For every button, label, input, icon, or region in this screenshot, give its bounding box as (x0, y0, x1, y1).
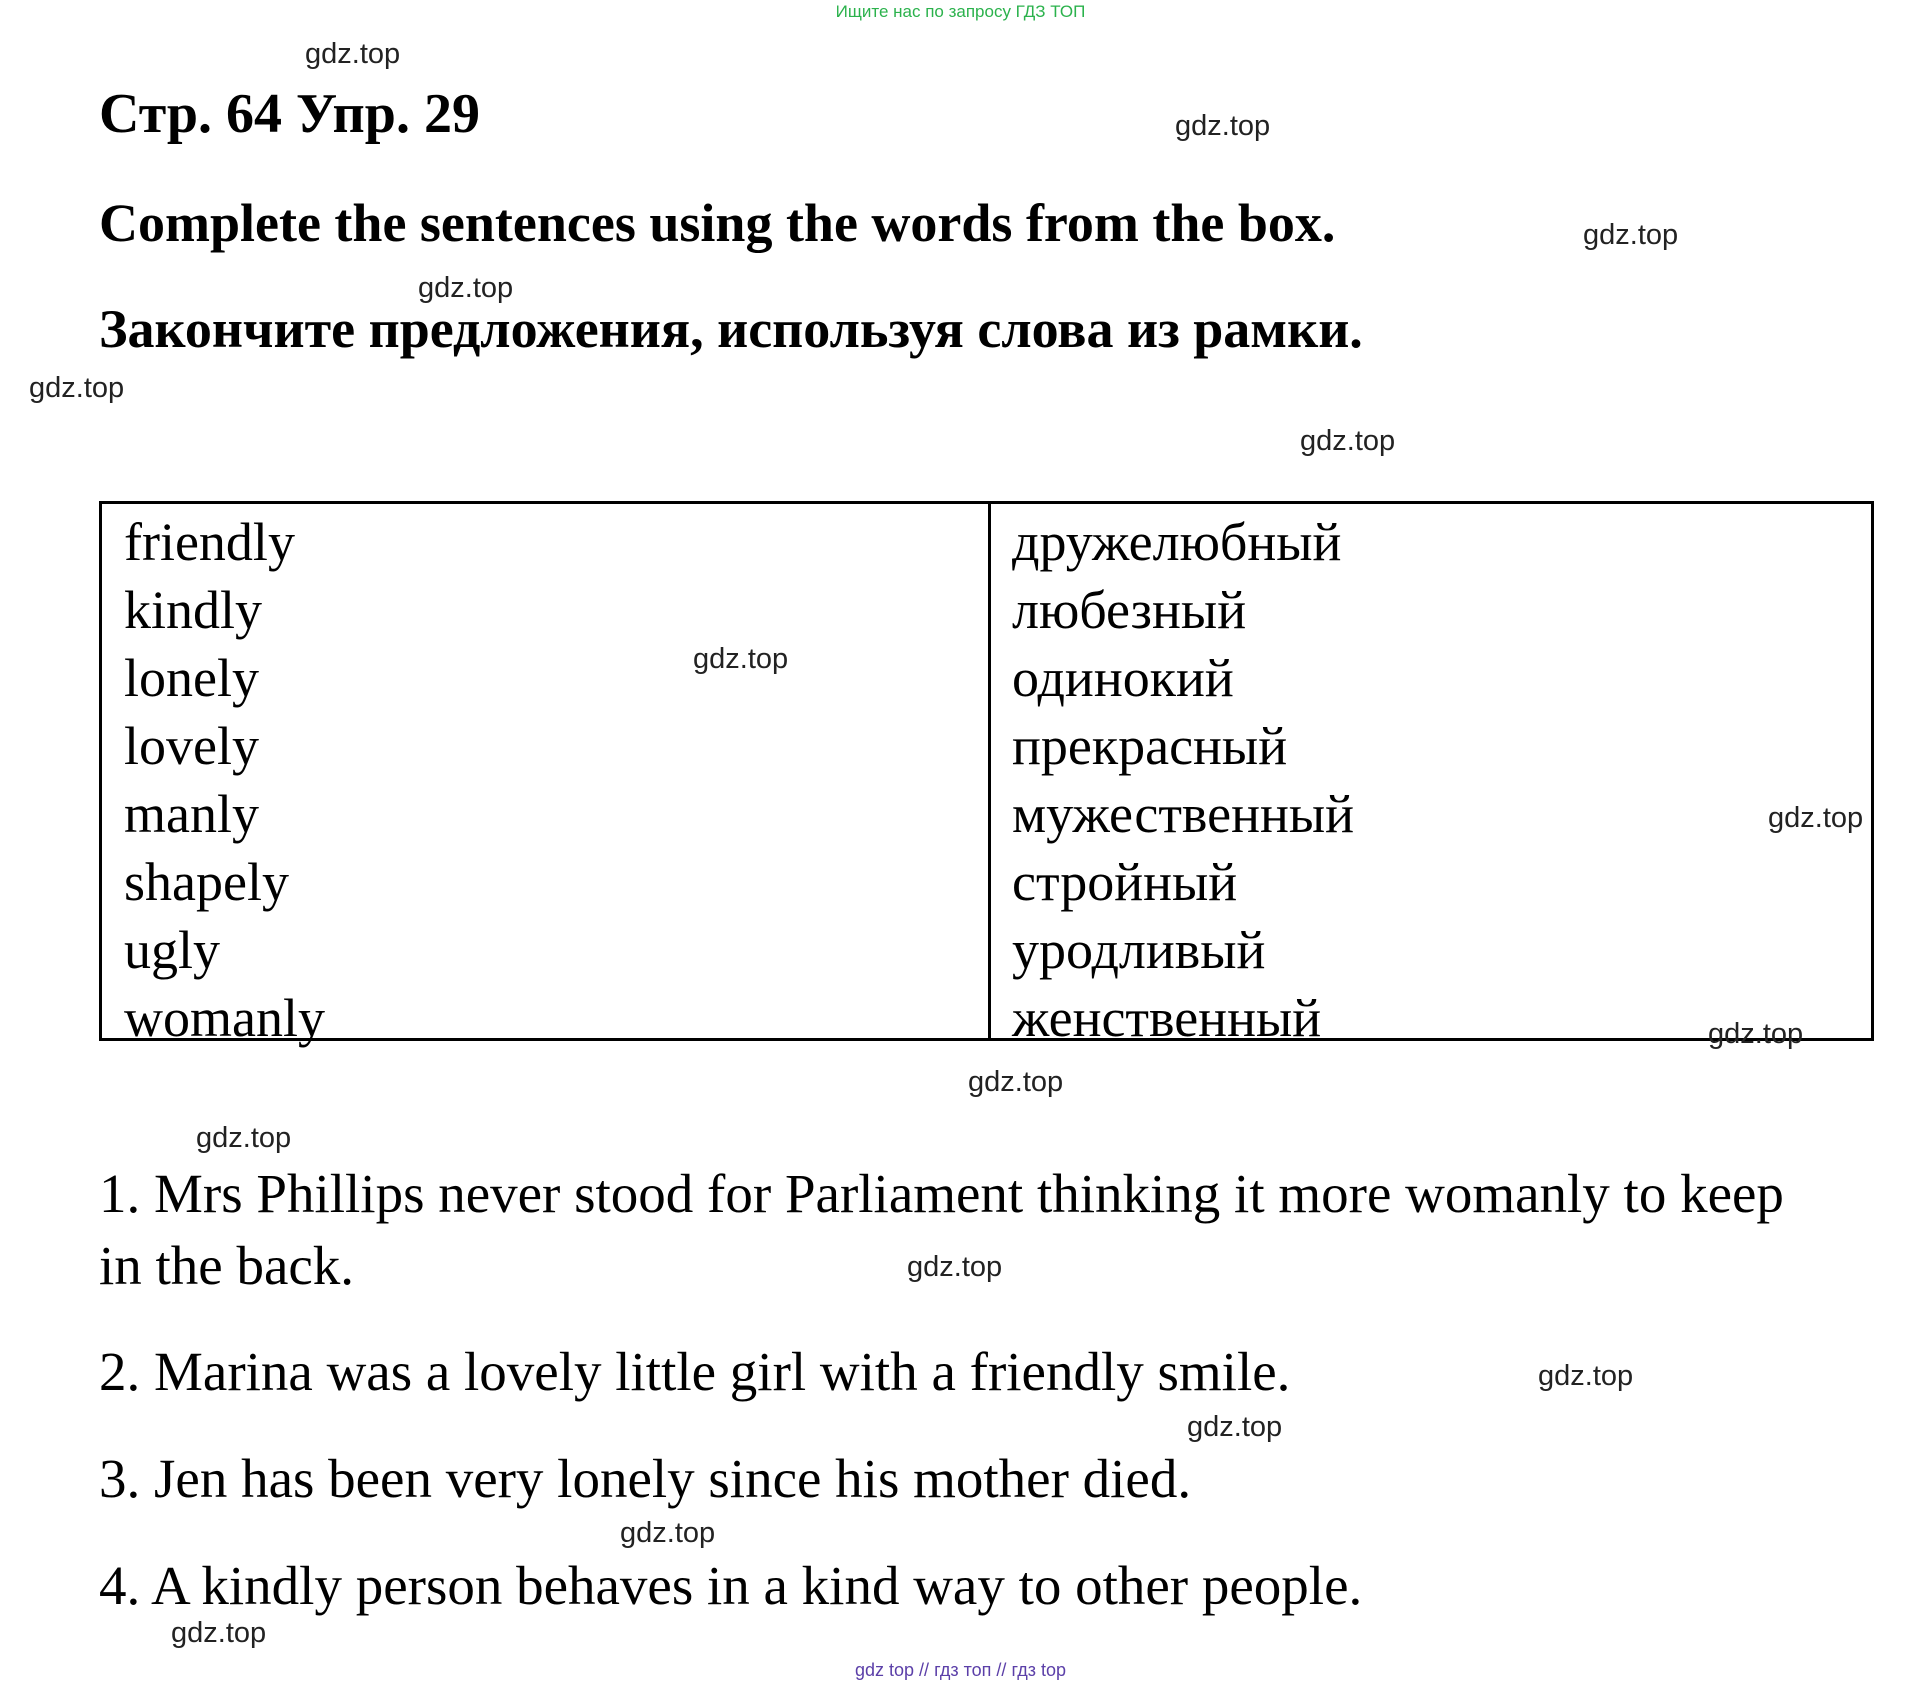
sentence-2: 2. Marina was a lovely little girl with a friendly smile. (99, 1341, 1291, 1402)
watermark: gdz.top (1175, 110, 1271, 142)
watermark: gdz.top (620, 1517, 716, 1549)
sentence-3: 3. Jen has been very lonely since his mother died. (99, 1448, 1192, 1509)
instruction-russian: Закончите предложения, используя слова из рамки. (99, 299, 1363, 359)
watermark: gdz.top (1583, 219, 1679, 251)
english-word: lovely (124, 716, 259, 776)
english-word: lonely (124, 648, 259, 708)
russian-word: любезный (1012, 580, 1247, 640)
top-banner[interactable]: Ищите нас по запросу ГДЗ ТОП (835, 2, 1086, 21)
footer-link[interactable]: гдз топ (934, 1660, 992, 1680)
watermark: gdz.top (1708, 1018, 1804, 1050)
russian-word: женственный (1012, 988, 1322, 1048)
word-box (99, 501, 1874, 1048)
footer-links (0, 1660, 1921, 1681)
russian-word: уродливый (1012, 920, 1266, 980)
russian-word: стройный (1012, 852, 1238, 912)
english-word: manly (124, 784, 259, 844)
russian-word-list (1012, 508, 1354, 1052)
watermark: gdz.top (693, 643, 789, 675)
russian-word: дружелюбный (1012, 512, 1342, 572)
english-word: womanly (124, 988, 325, 1048)
russian-word: мужественный (1012, 784, 1355, 844)
watermark: gdz.top (29, 372, 125, 404)
english-word: friendly (124, 512, 295, 572)
sentence-1: 1. Mrs Phillips never stood for Parliament thinking it more womanly to keep in the back. (99, 1163, 1784, 1296)
watermark: gdz.top (1300, 425, 1396, 457)
english-word: kindly (124, 580, 263, 640)
footer-link[interactable]: gdz top (854, 1660, 915, 1680)
watermark: gdz.top (968, 1066, 1064, 1098)
watermark: gdz.top (418, 272, 514, 304)
russian-word: одинокий (1012, 648, 1234, 708)
watermark: gdz.top (1768, 802, 1864, 834)
page-title: Стр. 64 Упр. 29 (99, 83, 480, 145)
watermark: gdz.top (1538, 1360, 1634, 1392)
sentence-4: 4. A kindly person behaves in a kind way to other people. (99, 1555, 1363, 1616)
english-word: ugly (124, 920, 221, 980)
watermark: gdz.top (305, 38, 401, 70)
column-divider (988, 504, 991, 1038)
watermark: gdz.top (1187, 1411, 1283, 1443)
watermark: gdz.top (196, 1122, 292, 1154)
watermark: gdz.top (171, 1617, 267, 1649)
english-word: shapely (124, 852, 289, 912)
english-word-list (124, 508, 325, 1052)
russian-word: прекрасный (1012, 716, 1288, 776)
footer-link[interactable]: гдз top (1011, 1660, 1066, 1680)
watermark: gdz.top (907, 1251, 1003, 1283)
footer-separator: // (996, 1660, 1007, 1680)
footer-separator: // (919, 1660, 930, 1680)
instruction-english: Complete the sentences using the words from the box. (99, 193, 1336, 253)
